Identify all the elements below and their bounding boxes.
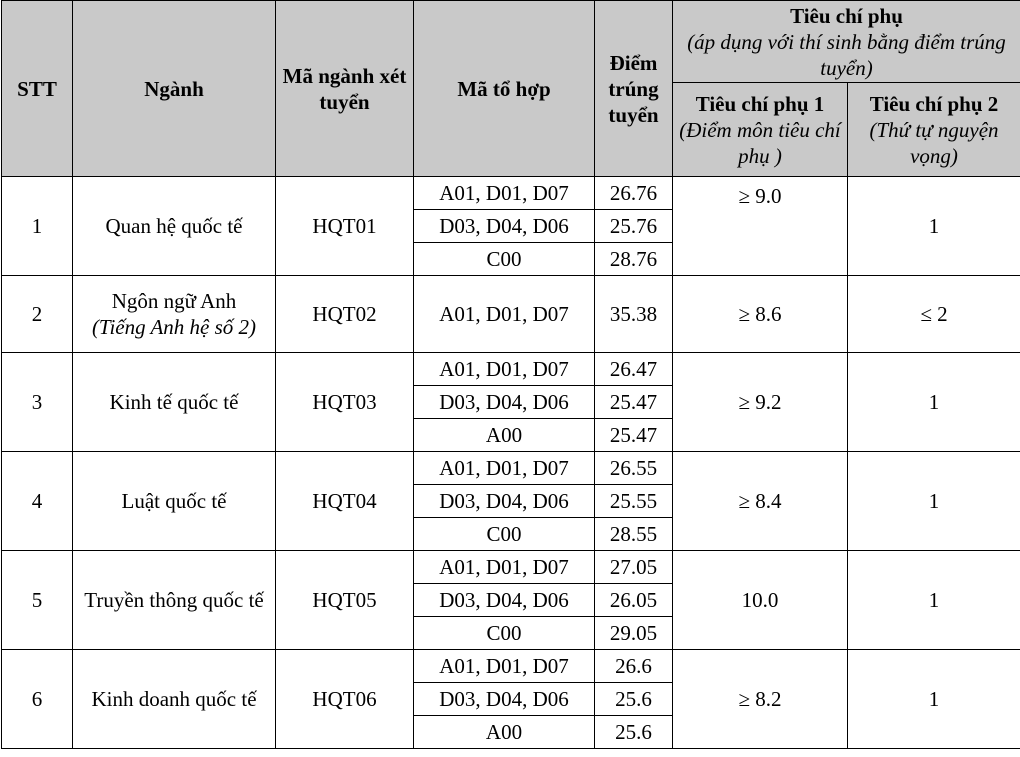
table-body	[2, 177, 1020, 749]
cell-ma-nganh: HQT05	[276, 551, 414, 650]
cell-nganh	[73, 353, 276, 452]
cell-tcp2: 1	[848, 452, 1020, 551]
cell-stt: 5	[2, 551, 73, 650]
cell-nganh	[73, 452, 276, 551]
cell-ma-to-hop: A00	[414, 419, 595, 452]
cell-ma-nganh: HQT02	[276, 276, 414, 353]
cell-ma-nganh: HQT06	[276, 650, 414, 749]
header-tieu-chi-phu	[673, 1, 1020, 83]
cell-ma-to-hop: D03, D04, D06	[414, 386, 595, 419]
table-row	[2, 276, 1020, 353]
header-tcp1-note: (Điểm môn tiêu chí phụ )	[679, 117, 841, 168]
cell-tcp1: ≥ 9.0	[673, 177, 848, 276]
cell-diem: 35.38	[595, 276, 673, 353]
cell-nganh	[73, 177, 276, 276]
cell-ma-to-hop: C00	[414, 518, 595, 551]
header-tcp1	[673, 83, 848, 177]
cell-ma-to-hop: C00	[414, 617, 595, 650]
table-header	[2, 1, 1020, 177]
admission-scores-table	[1, 0, 1020, 749]
cell-diem: 25.55	[595, 485, 673, 518]
cell-ma-to-hop: D03, D04, D06	[414, 584, 595, 617]
table-row	[2, 452, 1020, 485]
cell-diem: 25.6	[595, 716, 673, 749]
header-tcp2	[848, 83, 1020, 177]
cell-diem: 25.47	[595, 386, 673, 419]
cell-diem: 25.76	[595, 210, 673, 243]
cell-nganh-name: Luật quốc tế	[121, 489, 227, 513]
header-diem: Điểm trúng tuyển	[595, 1, 673, 177]
cell-diem: 26.47	[595, 353, 673, 386]
cell-nganh	[73, 650, 276, 749]
cell-nganh-name: Kinh tế quốc tế	[109, 390, 239, 414]
table-row	[2, 177, 1020, 210]
cell-diem: 27.05	[595, 551, 673, 584]
cell-ma-to-hop: A01, D01, D07	[414, 650, 595, 683]
cell-ma-nganh: HQT03	[276, 353, 414, 452]
cell-ma-to-hop: D03, D04, D06	[414, 683, 595, 716]
cell-ma-nganh: HQT01	[276, 177, 414, 276]
header-tcp1-title: Tiêu chí phụ 1	[695, 91, 825, 116]
cell-ma-to-hop: A01, D01, D07	[414, 276, 595, 353]
cell-ma-to-hop: C00	[414, 243, 595, 276]
header-ma-to-hop: Mã tổ hợp	[414, 1, 595, 177]
table-row	[2, 353, 1020, 386]
cell-ma-to-hop: D03, D04, D06	[414, 485, 595, 518]
cell-diem: 26.05	[595, 584, 673, 617]
header-stt: STT	[2, 1, 73, 177]
header-nganh: Ngành	[73, 1, 276, 177]
cell-tcp2: 1	[848, 353, 1020, 452]
cell-stt: 1	[2, 177, 73, 276]
cell-ma-to-hop: A01, D01, D07	[414, 551, 595, 584]
cell-tcp1: 10.0	[673, 551, 848, 650]
header-ma-nganh: Mã ngành xét tuyển	[276, 1, 414, 177]
cell-tcp2: ≤ 2	[848, 276, 1020, 353]
cell-tcp2: 1	[848, 650, 1020, 749]
cell-diem: 28.76	[595, 243, 673, 276]
table-row	[2, 650, 1020, 683]
cell-tcp1: ≥ 9.2	[673, 353, 848, 452]
cell-nganh	[73, 276, 276, 353]
cell-tcp1: ≥ 8.2	[673, 650, 848, 749]
cell-nganh-name: Kinh doanh quốc tế	[91, 687, 257, 711]
cell-nganh-name: Ngôn ngữ Anh	[111, 289, 237, 313]
header-tieu-chi-phu-note: (áp dụng với thí sinh bằng điểm trúng tuyển)	[687, 29, 1006, 80]
cell-nganh	[73, 551, 276, 650]
cell-ma-to-hop: A01, D01, D07	[414, 177, 595, 210]
cell-ma-to-hop: A01, D01, D07	[414, 452, 595, 485]
cell-ma-nganh: HQT04	[276, 452, 414, 551]
cell-diem: 26.6	[595, 650, 673, 683]
cell-diem: 26.55	[595, 452, 673, 485]
cell-tcp1: ≥ 8.6	[673, 276, 848, 353]
header-tcp2-title: Tiêu chí phụ 2	[869, 91, 999, 116]
cell-diem: 28.55	[595, 518, 673, 551]
cell-tcp2: 1	[848, 177, 1020, 276]
cell-ma-to-hop: D03, D04, D06	[414, 210, 595, 243]
cell-diem: 29.05	[595, 617, 673, 650]
table-row	[2, 551, 1020, 584]
cell-ma-to-hop: A00	[414, 716, 595, 749]
cell-stt: 2	[2, 276, 73, 353]
cell-diem: 26.76	[595, 177, 673, 210]
cell-diem: 25.6	[595, 683, 673, 716]
cell-stt: 4	[2, 452, 73, 551]
cell-diem: 25.47	[595, 419, 673, 452]
cell-nganh-note: (Tiếng Anh hệ số 2)	[91, 315, 257, 339]
cell-tcp1: ≥ 8.4	[673, 452, 848, 551]
cell-ma-to-hop: A01, D01, D07	[414, 353, 595, 386]
header-tieu-chi-phu-title: Tiêu chí phụ	[790, 3, 903, 28]
cell-tcp2: 1	[848, 551, 1020, 650]
cell-nganh-name: Truyền thông quốc tế	[84, 588, 264, 612]
header-tcp2-note: (Thứ tự nguyện vọng)	[869, 117, 999, 168]
cell-nganh-name: Quan hệ quốc tế	[105, 214, 243, 238]
cell-stt: 3	[2, 353, 73, 452]
cell-stt: 6	[2, 650, 73, 749]
